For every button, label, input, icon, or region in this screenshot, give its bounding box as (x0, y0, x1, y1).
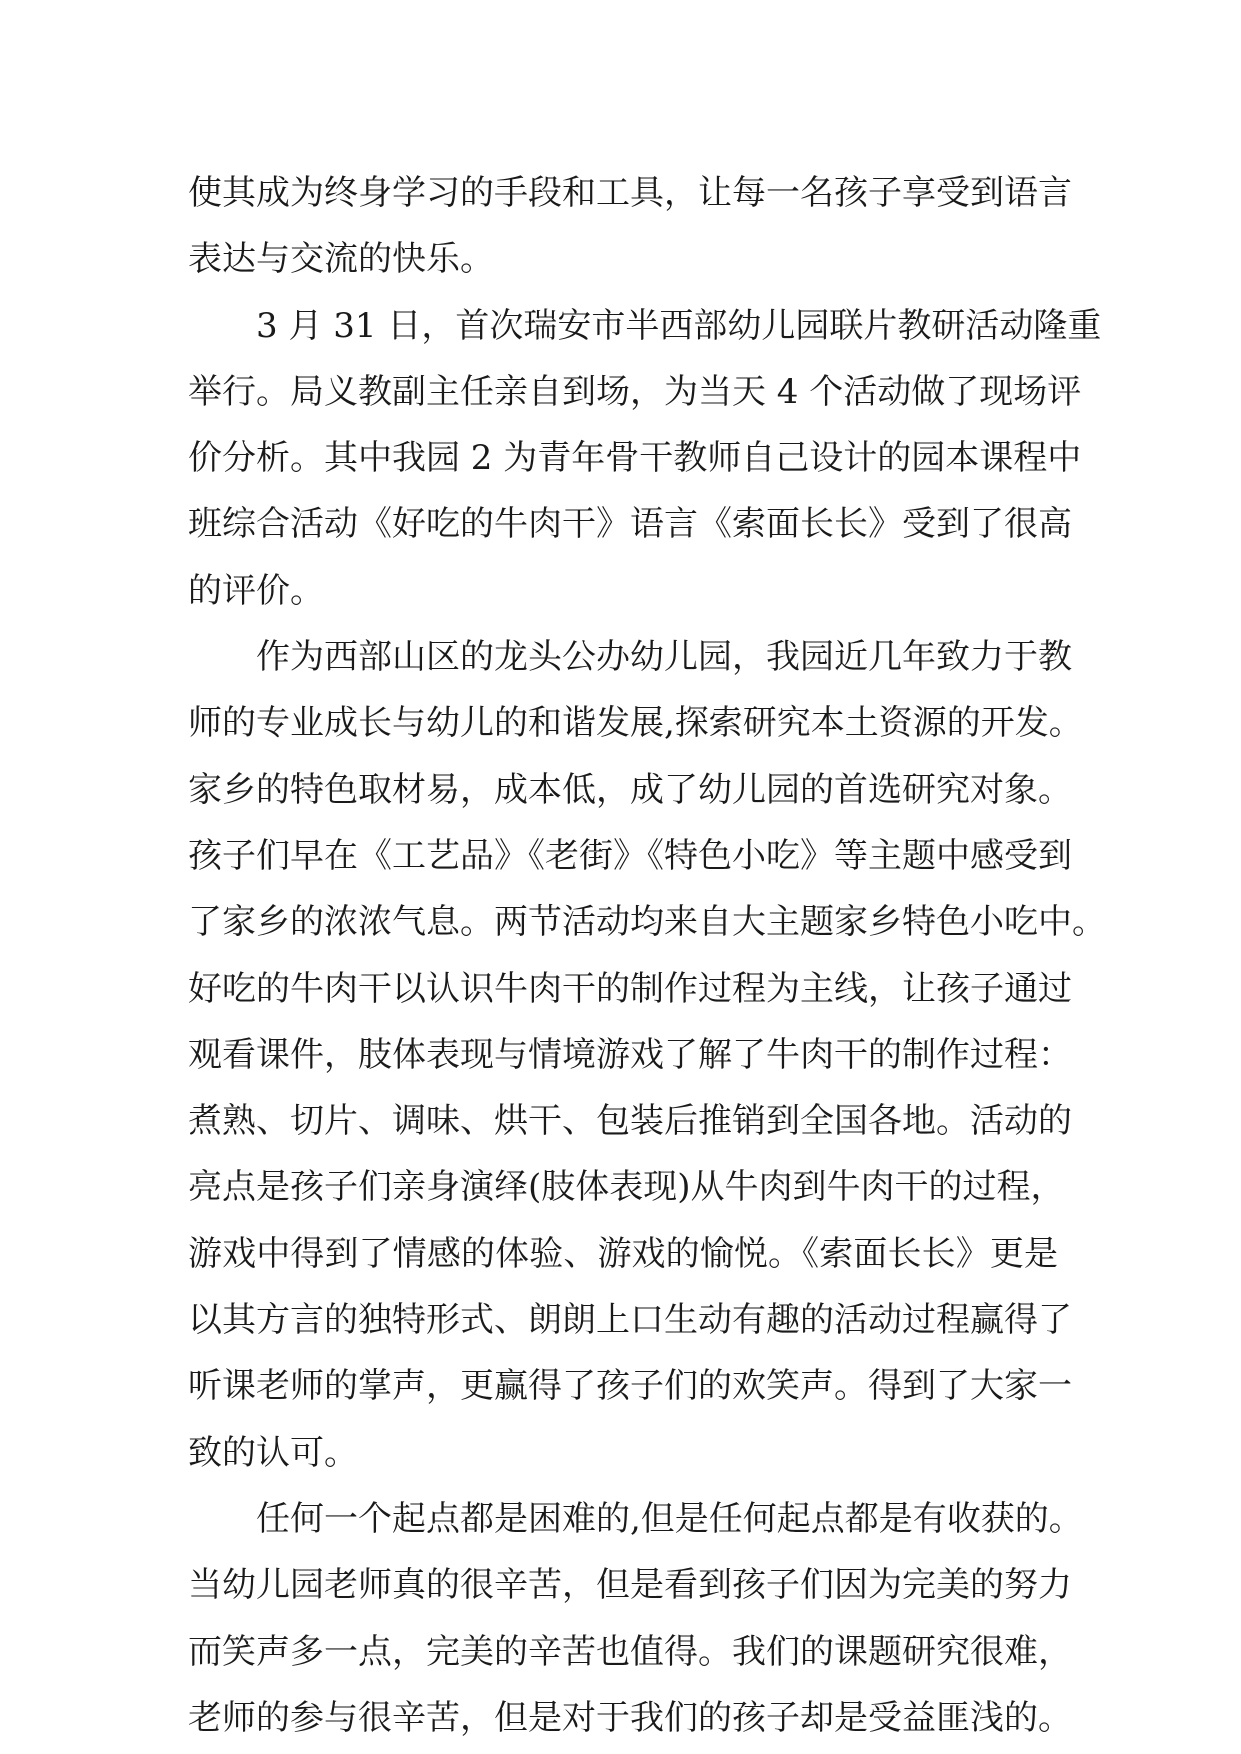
text-line: 以其方言的独特形式、朗朗上口生动有趣的活动过程赢得了 (188, 1300, 1072, 1341)
text-line: 家乡的特色取材易，成本低，成了幼儿园的首选研究对象。 (188, 769, 1072, 810)
paragraph-2 (188, 293, 1102, 624)
text-line: 孩子们早在《工艺品》《老街》《特色小吃》等主题中感受到 (188, 835, 1072, 876)
text-line: 游戏中得到了情感的体验、游戏的愉悦。《索面长长》更是 (188, 1233, 1058, 1274)
text-line: 师的专业成长与幼儿的和谐发展,探索研究本土资源的开发。 (188, 703, 1083, 744)
text-line: 3 月 31 日，首次瑞安市半西部幼儿园联片教研活动隆重 (256, 305, 1102, 346)
text-line: 班综合活动《好吃的牛肉干》语言《索面长长》受到了很高 (188, 504, 1072, 545)
text-line: 老师的参与很辛苦，但是对于我们的孩子却是受益匪浅的。 (188, 1697, 1072, 1738)
text-line: 煮熟、切片、调味、烘干、包装后推销到全国各地。活动的 (188, 1101, 1072, 1142)
text-line: 致的认可。 (188, 1432, 358, 1473)
text-line: 的评价。 (188, 570, 324, 611)
text-line: 听课老师的掌声，更赢得了孩子们的欢笑声。得到了大家一 (188, 1366, 1072, 1407)
text-line: 亮点是孩子们亲身演绎(肢体表现)从牛肉到牛肉干的过程， (188, 1167, 1065, 1208)
paragraph-4 (188, 1486, 1083, 1751)
text-line: 举行。局义教副主任亲自到场，为当天 4 个活动做了现场评 (188, 371, 1082, 412)
text-line: 任何一个起点都是困难的,但是任何起点都是有收获的。 (256, 1498, 1083, 1539)
document-page (188, 160, 1106, 1751)
text-line: 当幼儿园老师真的很辛苦，但是看到孩子们因为完美的努力 (188, 1565, 1072, 1606)
text-line: 了家乡的浓浓气息。两节活动均来自大主题家乡特色小吃中。 (188, 902, 1106, 943)
paragraph-3 (188, 624, 1106, 1486)
paragraph-1 (188, 160, 1072, 293)
text-line: 观看课件，肢体表现与情境游戏了解了牛肉干的制作过程： (188, 1034, 1072, 1075)
text-line: 表达与交流的快乐。 (188, 239, 494, 280)
text-line: 作为西部山区的龙头公办幼儿园，我园近几年致力于教 (256, 637, 1072, 678)
text-line: 而笑声多一点，完美的辛苦也值得。我们的课题研究很难， (188, 1631, 1072, 1672)
text-line: 好吃的牛肉干以认识牛肉干的制作过程为主线，让孩子通过 (188, 968, 1072, 1009)
text-line: 使其成为终身学习的手段和工具，让每一名孩子享受到语言 (188, 173, 1072, 213)
text-line: 价分析。其中我园 2 为青年骨干教师自己设计的园本课程中 (188, 438, 1082, 479)
